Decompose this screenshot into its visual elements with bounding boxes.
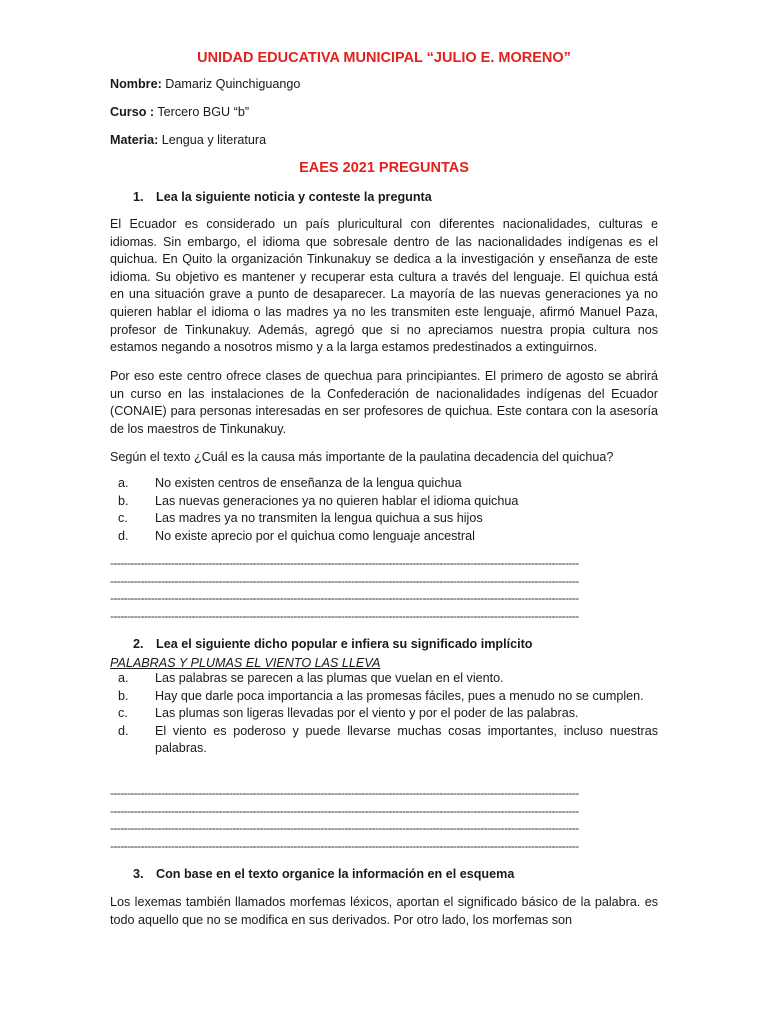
option-letter: a. [118, 671, 129, 685]
option-b[interactable] [118, 493, 658, 511]
option-letter: c. [118, 706, 128, 721]
answer-line[interactable]: ------------------------------------------------------------------------------------------------------------------------------------------ [110, 803, 579, 818]
paragraph-line: un curso en las instalaciones de la Confederación de nacionalidades indígenas del Ecuador [110, 386, 658, 401]
question-2-text: Lea el siguiente dicho popular e infiera su significado implícito [156, 637, 533, 651]
question-1-number: 1. [133, 190, 144, 204]
option-text [155, 723, 658, 758]
answer-line[interactable]: ------------------------------------------------------------------------------------------------------------------------------------------ [110, 821, 579, 836]
question-3-number: 3. [133, 867, 144, 881]
option-text: No existe aprecio por el quichua como lenguaje ancestral [155, 528, 475, 543]
subject-label: Materia: [110, 133, 159, 147]
option-c[interactable] [118, 510, 658, 528]
question-2-heading [133, 636, 532, 654]
name-value: Damariz Quinchiguango [161, 77, 301, 91]
paragraph-line: Los lexemas también llamados morfemas léxicos, aportan el significado básico de la palabra. es [110, 895, 658, 909]
question-3-text: Con base en el texto organice la información en el esquema [156, 867, 515, 881]
answer-line[interactable]: ------------------------------------------------------------------------------------------------------------------------------------------ [110, 591, 579, 606]
subject-value: Lengua y literatura [158, 133, 267, 147]
paragraph-line: estamos negando a nosotros mismo y a la larga estamos predestinados a extinguirnos. [110, 340, 598, 355]
paragraph-line: profesor de Tinkunakuy. Además, agregó que si no apreciamos nuestra propia cultura nos [110, 322, 658, 337]
q2-answer-lines[interactable] [110, 785, 658, 855]
paragraph-line: El Ecuador es considerado un país pluricultural con diferentes nacionalidades, culturas e [110, 217, 658, 231]
option-letter: d. [118, 528, 129, 543]
exam-subtitle: EAES 2021 PREGUNTAS [299, 160, 469, 176]
paragraph-line: quieren hablar el idioma o las madres ya no les transmiten este lenguaje, afirmó Manuel Paza, [110, 304, 658, 319]
question-line: Según el texto ¿Cuál es la causa más importante de la paulatina decadencia del quichua? [110, 450, 614, 464]
option-text: Las plumas son ligeras llevadas por el viento y por el poder de las palabras. [155, 706, 579, 721]
question-1-text: Lea la siguiente noticia y conteste la pregunta [156, 190, 432, 204]
q1-paragraph-1 [110, 216, 658, 357]
option-letter: c. [118, 511, 128, 526]
course-value: Tercero BGU “b” [154, 105, 250, 119]
q1-paragraph-2 [110, 368, 658, 438]
answer-line[interactable]: ------------------------------------------------------------------------------------------------------------------------------------------ [110, 838, 579, 853]
option-c[interactable] [118, 705, 658, 723]
question-3-heading [133, 866, 514, 884]
option-a[interactable] [118, 475, 658, 493]
q3-paragraph [110, 894, 658, 929]
answer-line[interactable]: ------------------------------------------------------------------------------------------------------------------------------------------ [110, 556, 579, 570]
option-d[interactable] [118, 528, 658, 546]
q1-options [118, 475, 658, 545]
q1-answer-lines[interactable] [110, 555, 658, 625]
name-label: Nombre: [110, 77, 162, 91]
course-field [110, 104, 249, 122]
paragraph-line: idioma. Su objetivo es mantener y recuperar esta cultura a través del lenguaje. El quichua está [110, 269, 658, 284]
option-text: Las nuevas generaciones ya no quieren hablar el idioma quichua [155, 493, 519, 508]
question-1-heading [133, 189, 432, 207]
question-2-number: 2. [133, 637, 144, 651]
school-title: UNIDAD EDUCATIVA MUNICIPAL “JULIO E. MORENO” [197, 50, 571, 66]
option-text: Las madres ya no transmiten la lengua quichua a sus hijos [155, 511, 483, 526]
option-d[interactable] [118, 723, 658, 758]
q2-options [118, 670, 658, 758]
paragraph-line: idiomas. Sin embargo, el idioma que sobresale dentro de las nacionalidades indígenas es el [110, 234, 658, 249]
option-letter: b. [118, 493, 129, 508]
paragraph-line: quichua. En Quito la organización Tinkunakuy se dedica a la investigación y enseñanza de este [110, 252, 658, 267]
paragraph-line: en una situación grave a punto de desaparecer. La mayoría de las nuevas generaciones ya no [110, 287, 658, 302]
option-a[interactable] [118, 670, 658, 688]
option-b[interactable] [118, 688, 658, 706]
option-text: Hay que darle poca importancia a las promesas fáciles, pues a menudo no se cumplen. [155, 688, 644, 703]
answer-line[interactable]: ------------------------------------------------------------------------------------------------------------------------------------------ [110, 573, 579, 588]
option-letter: a. [118, 476, 129, 490]
paragraph-line: de los maestros de Tinkunakuy. [110, 421, 287, 436]
paragraph-line: (CONAIE) para personas interesadas en ser profesores de quichua. Este contara con la asesoría [110, 404, 658, 419]
answer-line[interactable]: ------------------------------------------------------------------------------------------------------------------------------------------ [110, 608, 579, 623]
option-text: Las palabras se parecen a las plumas que vuelan en el viento. [155, 671, 504, 685]
answer-line[interactable]: ------------------------------------------------------------------------------------------------------------------------------------------ [110, 786, 579, 800]
popular-saying: PALABRAS Y PLUMAS EL VIENTO LAS LLEVA [110, 656, 381, 670]
paragraph-line: Por eso este centro ofrece clases de quechua para principiantes. El primero de agosto se abrirá [110, 369, 658, 383]
subject-field [110, 132, 266, 150]
option-text: No existen centros de enseñanza de la lengua quichua [155, 476, 462, 490]
paragraph-line: todo aquello que no se modifica en sus derivados. Por otro lado, los morfemas son [110, 912, 573, 927]
option-text-line: El viento es poderoso y puede llevarse muchas cosas importantes, incluso nuestras [155, 723, 658, 738]
option-letter: d. [118, 723, 129, 738]
name-field [110, 76, 300, 94]
option-text-line: palabras. [155, 741, 207, 756]
q1-question [110, 449, 658, 467]
option-letter: b. [118, 688, 129, 703]
course-label: Curso : [110, 105, 155, 119]
